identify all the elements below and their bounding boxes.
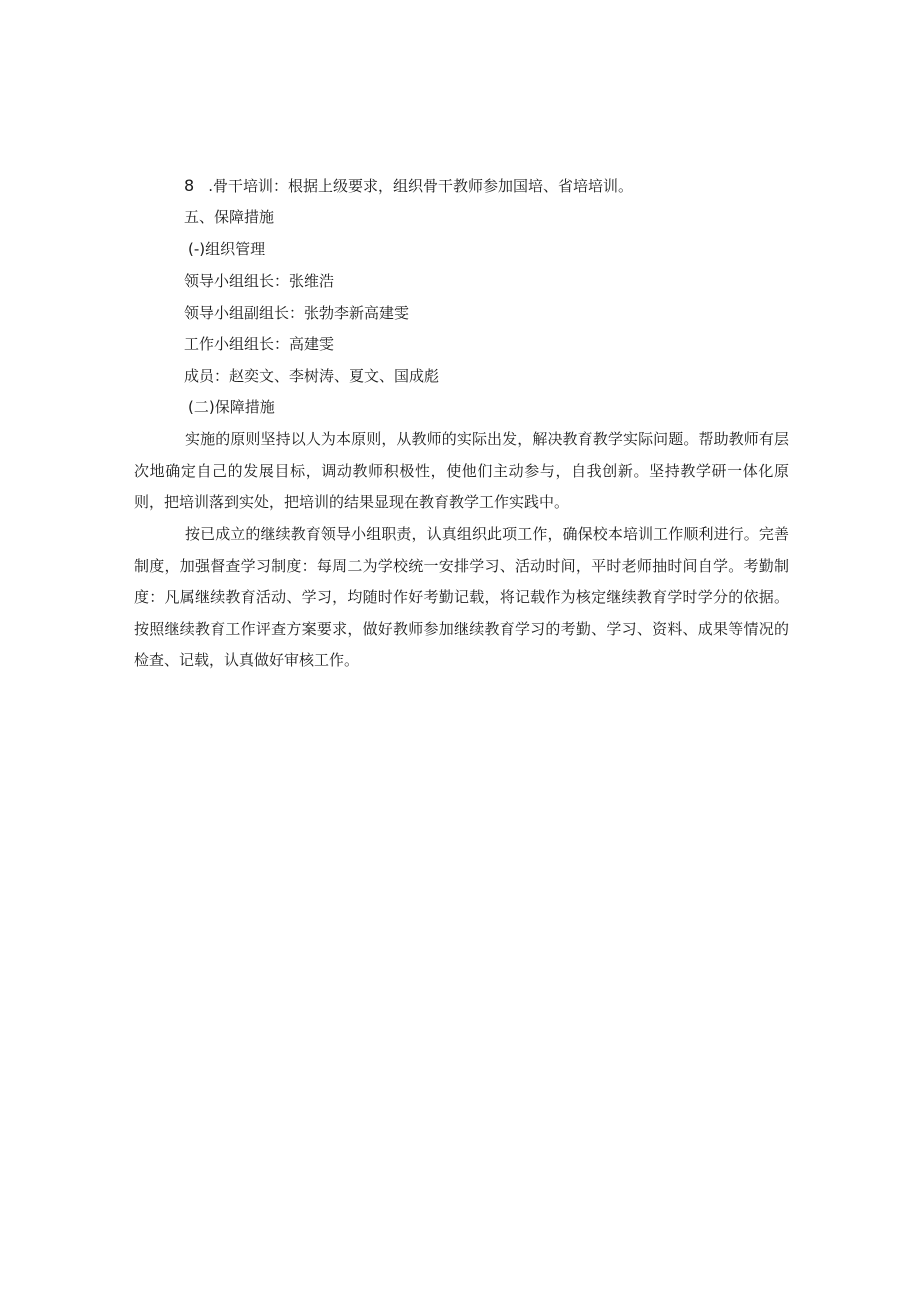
members-line: 成员：赵奕文、李树涛、夏文、国成彪 bbox=[184, 367, 440, 385]
paragraph-management: 按已成立的继续教育领导小组职责，认真组织此项工作，确保校本培训工作顺利进行。完善制度，加强督查学习制度：每周二为学校统一安排学习、活动时间，平时老师抽时间自学。考勤制度：凡属继续教育活动、学习，均随时作好考勤记载，将记载作为核定继续教育学时学分的依据。按照继续教育工作评查方案要求，做好教师参加继续教育学习的考勤、学习、资料、成果等情况的检查、记载，认真做好审核工作。 bbox=[134, 525, 789, 669]
paragraph-principles: 实施的原则坚持以人为本原则，从教师的实际出发，解决教育教学实际问题。帮助教师有层次地确定自己的发展目标，调动教师积极性，使他们主动参与，自我创新。坚持教学研一体化原则，把培训落到实处，把培训的结果显现在教育教学工作实践中。 bbox=[134, 430, 789, 511]
leader-line: 领导小组组长：张维浩 bbox=[184, 272, 335, 290]
deputy-leader-line: 领导小组副组长：张勃李新高建雯 bbox=[184, 304, 410, 322]
work-leader-line: 工作小组组长：高建雯 bbox=[184, 335, 335, 353]
item-8-line bbox=[184, 176, 633, 196]
subsection-1-heading: (-)组织管理 bbox=[188, 240, 266, 258]
item-number: 8 bbox=[184, 176, 195, 195]
item-8-text: .骨干培训：根据上级要求，组织骨干教师参加国培、省培培训。 bbox=[208, 177, 633, 195]
section-5-heading: 五、保障措施 bbox=[184, 208, 275, 226]
subsection-2-heading: (二)保障措施 bbox=[188, 398, 275, 416]
